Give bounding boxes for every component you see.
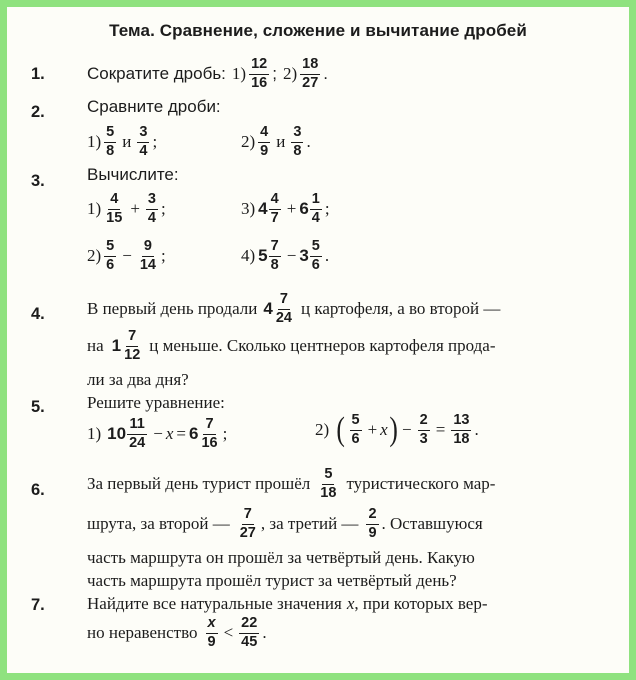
- task-1-part-2: 2): [282, 64, 298, 84]
- task-6-line-4: часть маршрута прошёл турист за четвёртый день?: [87, 571, 457, 590]
- task-5-number: 5.: [31, 398, 45, 416]
- task-3-part-3: 3) 4 $\frac{4}{7}$ + 6 $\frac{1}{4}$ ;: [241, 191, 330, 226]
- task-4-line-2: на 1 $\frac{7}{12}$ ц меньше. Сколько центнеров картофеля прода-: [87, 328, 496, 363]
- task-5-text: Решите уравнение:: [87, 393, 225, 412]
- fraction: $\frac{1}{4}$: [311, 191, 320, 226]
- task-1-text: Сократите дробь:: [87, 64, 226, 84]
- fraction: $\frac{18}{27}$: [302, 56, 319, 91]
- fraction: $\frac{5}{8}$: [106, 124, 115, 159]
- fraction: $\frac{7}{27}$: [239, 506, 256, 541]
- fraction: $\frac{7}{8}$: [270, 238, 279, 273]
- fraction: $\frac{7}{24}$: [275, 291, 292, 326]
- fraction: $\frac{3}{4}$: [147, 191, 156, 226]
- fraction: $\frac{7}{16}$: [201, 416, 218, 451]
- task-1-number: 1.: [31, 65, 45, 83]
- task-4-number: 4.: [31, 305, 45, 323]
- fraction: $\frac{5}{6}$: [106, 238, 115, 273]
- fraction: $\frac{2}{9}$: [368, 506, 377, 541]
- task-2-text: Сравните дроби:: [87, 97, 221, 116]
- task-5-part-1: 1) 10 $\frac{11}{24}$ − x = 6 $\frac{7}{16}$ ;: [87, 416, 228, 451]
- task-7-line-1: Найдите все натуральные значения x , при которых вер-: [87, 594, 488, 613]
- task-7-line-2: но неравенство $\frac{x}{9}$ < $\frac{22}{45}$ .: [87, 615, 267, 650]
- task-3-part-2: 2) $\frac{5}{6}$ − $\frac{9}{14}$ ;: [87, 238, 166, 273]
- worksheet: [7, 7, 629, 673]
- fraction: $\frac{4}{15}$: [106, 191, 123, 226]
- fraction: $\frac{3}{4}$: [139, 124, 148, 159]
- task-5-part-2: 2) ( $\frac{5}{6}$ + x ) − $\frac{2}{3}$ = $\frac{13}{18}$ .: [315, 411, 479, 449]
- fraction: $\frac{13}{18}$: [453, 412, 470, 447]
- task-3-text: Вычислите:: [87, 165, 179, 184]
- page-title: Тема. Сравнение, сложение и вычитание дробей: [109, 21, 527, 40]
- fraction: $\frac{5}{6}$: [351, 412, 360, 447]
- task-6-number: 6.: [31, 481, 45, 499]
- fraction: $\frac{5}{6}$: [311, 238, 320, 273]
- fraction: $\frac{x}{9}$: [207, 615, 216, 650]
- task-3-part-4: 4) 5 $\frac{7}{8}$ − 3 $\frac{5}{6}$ .: [241, 238, 330, 273]
- fraction: $\frac{5}{18}$: [320, 466, 337, 501]
- fraction: $\frac{11}{24}$: [129, 416, 146, 451]
- task-2-part-1: 1) $\frac{5}{8}$ и $\frac{3}{4}$ ;: [87, 124, 158, 159]
- fraction: $\frac{2}{3}$: [419, 412, 428, 447]
- task-3-number: 3.: [31, 172, 45, 190]
- task-2-number: 2.: [31, 103, 45, 121]
- fraction: $\frac{3}{8}$: [293, 124, 302, 159]
- task-3-part-1: 1) $\frac{4}{15}$ + $\frac{3}{4}$ ;: [87, 191, 166, 226]
- task-1-part-1: 1): [231, 64, 247, 84]
- fraction: $\frac{4}{9}$: [260, 124, 269, 159]
- task-1: Сократите дробь: 1) $\frac{12}{16}$ ; 2) $\frac{18}{27}$ .: [87, 56, 328, 91]
- task-6-line-3: часть маршрута он прошёл за четвёртый день. Какую: [87, 548, 475, 567]
- task-6-line-2: шрута, за второй — $\frac{7}{27}$ , за третий — $\frac{2}{9}$ . Оставшуюся: [87, 506, 483, 541]
- task-7-number: 7.: [31, 596, 45, 614]
- task-4-line-3: ли за два дня?: [87, 370, 189, 389]
- task-2-part-2: 2) $\frac{4}{9}$ и $\frac{3}{8}$ .: [241, 124, 311, 159]
- fraction: $\frac{7}{12}$: [124, 328, 141, 363]
- fraction: $\frac{9}{14}$: [139, 238, 156, 273]
- fraction: $\frac{22}{45}$: [241, 615, 258, 650]
- task-4-line-1: В первый день продали 4 $\frac{7}{24}$ ц картофеля, а во второй —: [87, 291, 501, 326]
- fraction: $\frac{12}{16}$: [251, 56, 268, 91]
- fraction: $\frac{4}{7}$: [270, 191, 279, 226]
- task-6-line-1: За первый день турист прошёл $\frac{5}{18}$ туристического мар-: [87, 466, 496, 501]
